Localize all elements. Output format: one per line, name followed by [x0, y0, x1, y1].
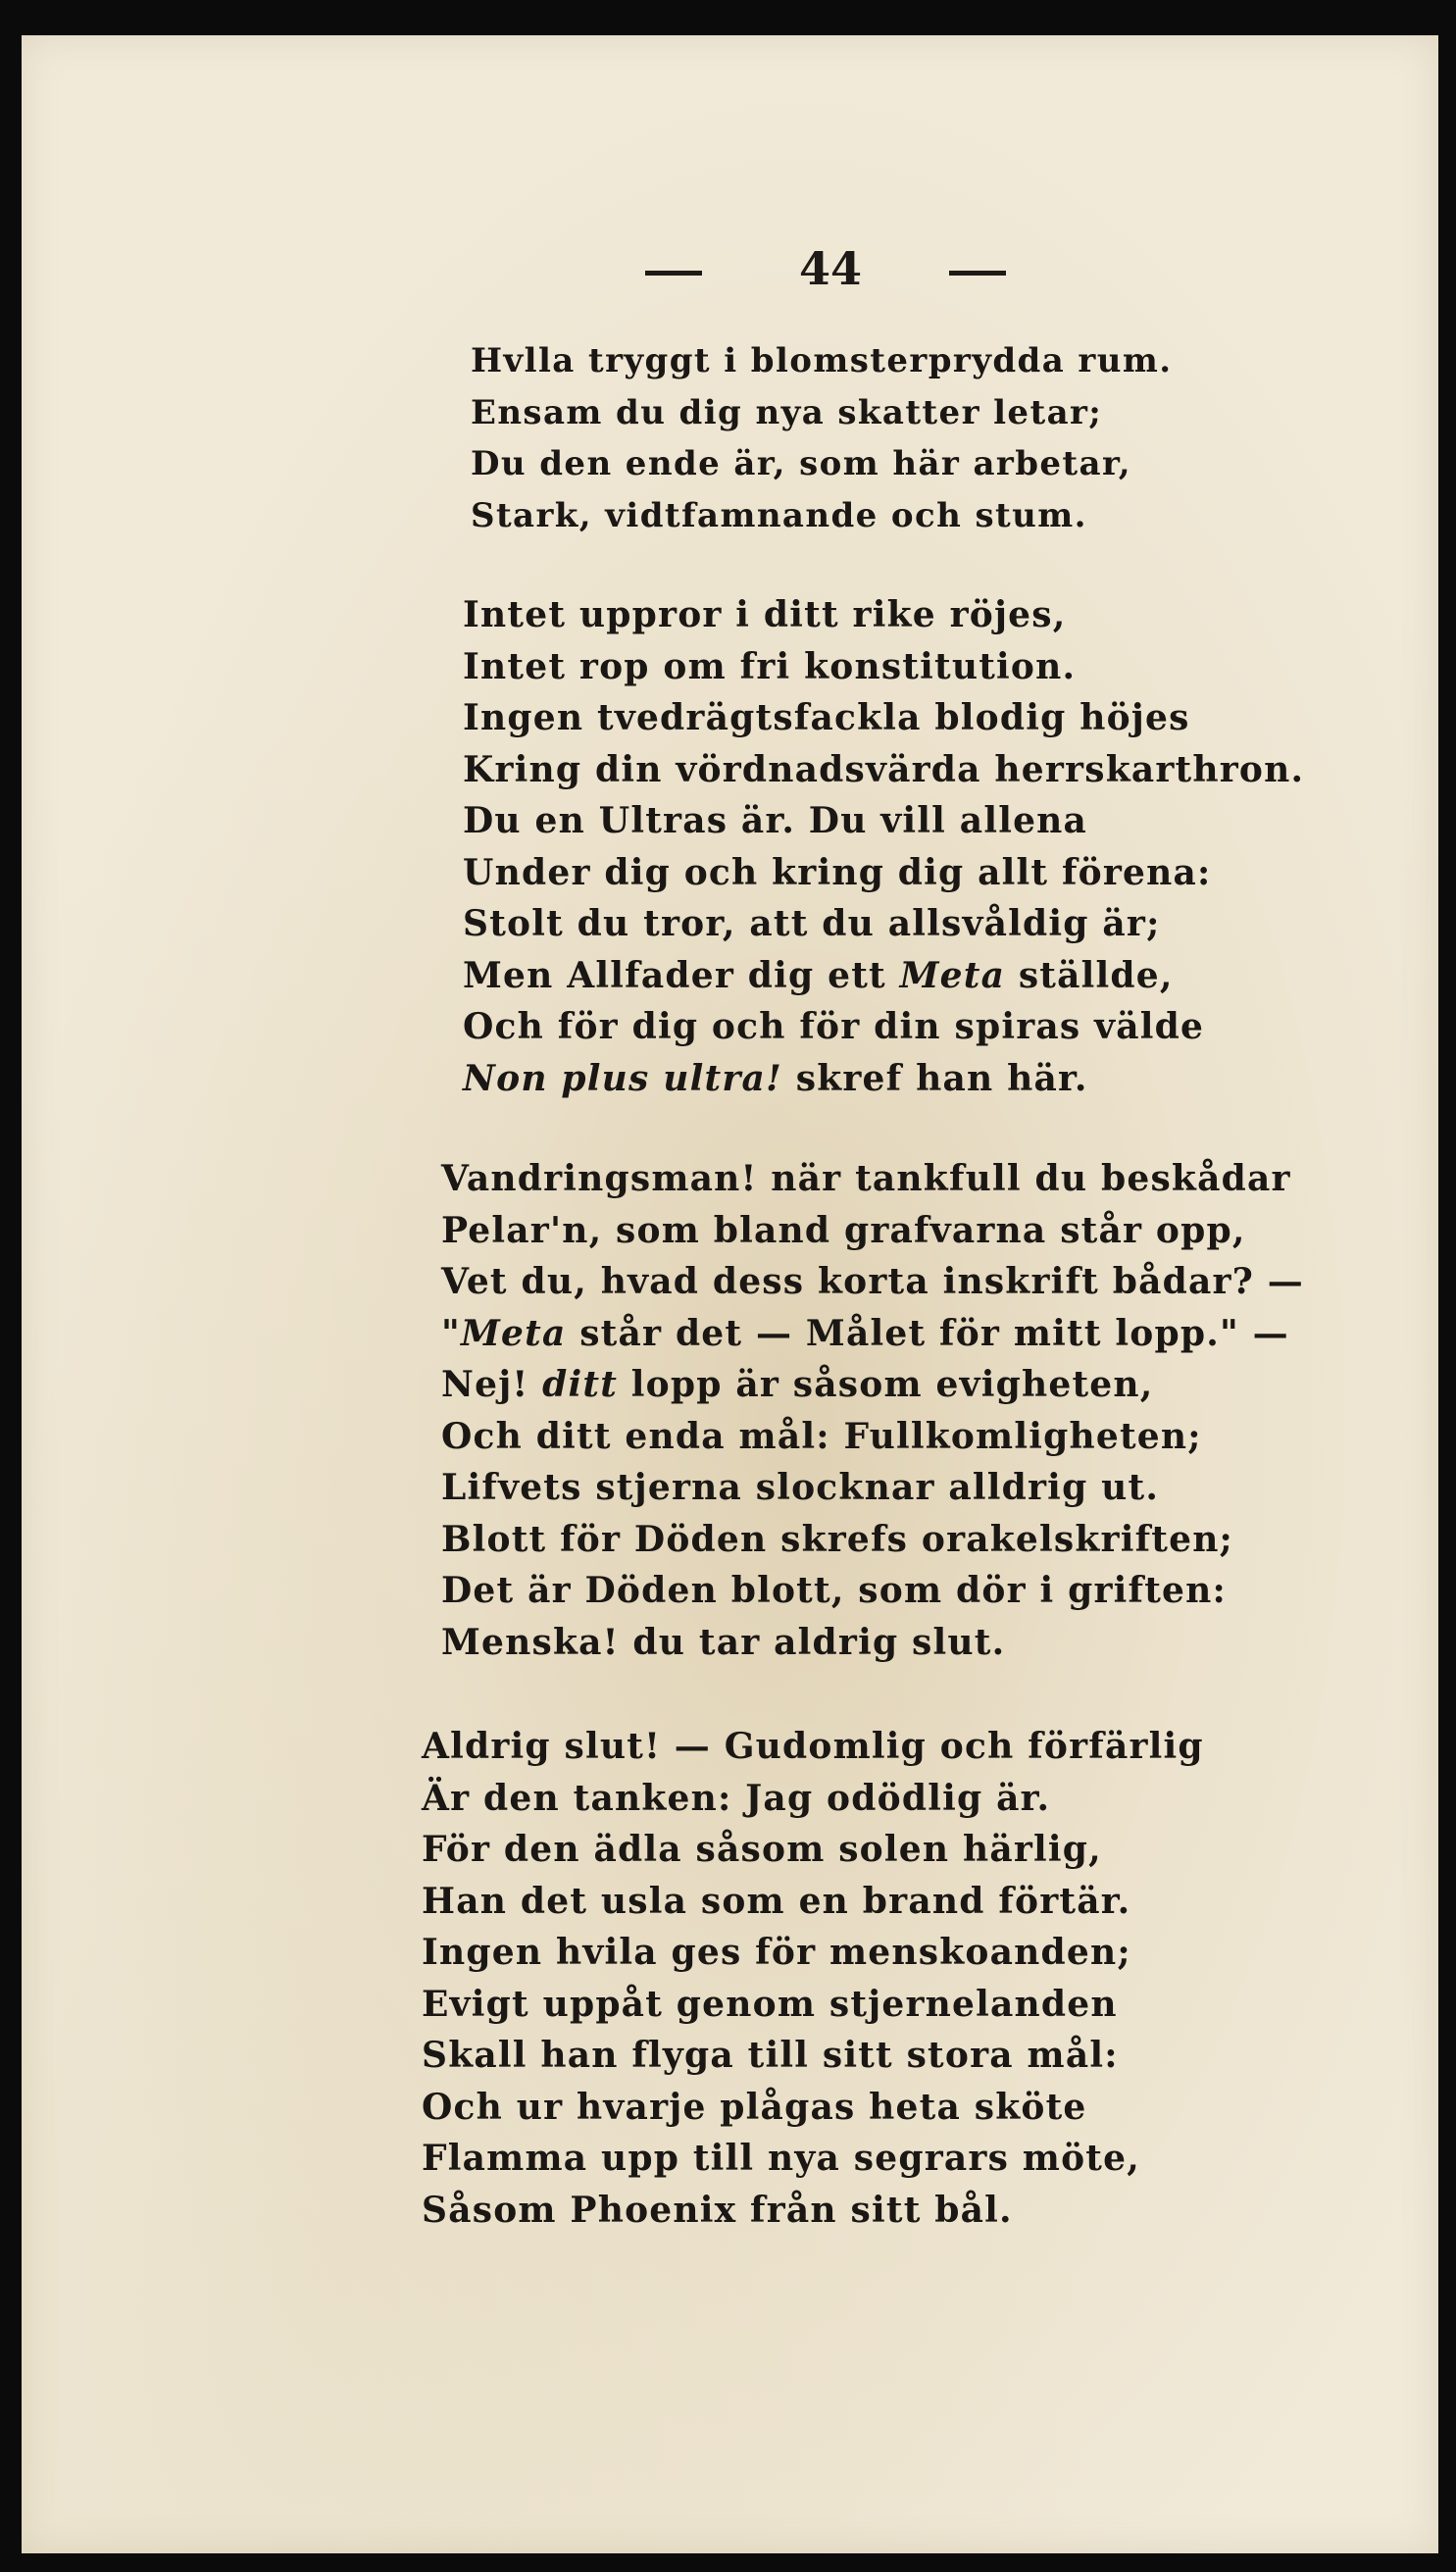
poem-line: Stark, vidtfamnande och stum.	[471, 495, 1087, 535]
header-dash-right	[949, 271, 1006, 276]
poem-line: Vandringsman! när tankfull du beskådar	[441, 1158, 1291, 1199]
poem-line: För den ädla såsom solen härlig,	[422, 1829, 1102, 1870]
poem-line: Hvlla tryggt i blomsterprydda rum.	[471, 341, 1173, 380]
poem-line: Stolt du tror, att du allsvåldig är;	[463, 903, 1161, 944]
stanza-3	[441, 1153, 1304, 1668]
poem-line: Och för dig och för din spiras välde	[463, 1006, 1205, 1047]
poem-line: Såsom Phoenix från sitt bål.	[422, 2189, 1013, 2231]
page-header	[22, 239, 1438, 298]
poem-line: Vet du, hvad dess korta inskrift bådar? —	[441, 1261, 1304, 1302]
poem-line: Nej! ditt lopp är såsom evigheten,	[441, 1364, 1154, 1405]
poem-line: Är den tanken: Jag odödlig är.	[422, 1777, 1051, 1819]
poem-line: Ingen hvila ges för menskoanden;	[422, 1932, 1131, 1973]
poem-line: Intet rop om fri konstitution.	[463, 645, 1077, 687]
poem-line: Han det usla som en brand förtär.	[422, 1880, 1131, 1922]
stanza-1	[471, 335, 1172, 541]
poem-line: Evigt uppåt genom stjernelanden	[422, 1983, 1118, 2025]
poem-line: Men Allfader dig ett Meta ställde,	[463, 954, 1174, 996]
poem-line: Flamma upp till nya segrars möte,	[422, 2138, 1140, 2179]
poem-line: Du den ende är, som här arbetar,	[471, 444, 1132, 483]
page-number: 44	[798, 242, 862, 295]
poem-line: Och ur hvarje plågas heta sköte	[422, 2086, 1087, 2128]
poem-line: Och ditt enda mål: Fullkomligheten;	[441, 1415, 1202, 1457]
poem-line: Ensam du dig nya skatter letar;	[471, 392, 1103, 432]
poem-line: Ingen tvedrägtsfackla blodig höjes	[463, 697, 1190, 738]
poem-line: Pelar'n, som bland grafvarna står opp,	[441, 1209, 1246, 1251]
book-page	[22, 35, 1438, 2553]
poem-line: Kring din vördnadsvärda herrskarthron.	[463, 748, 1305, 790]
poem-line: "Meta står det — Målet för mitt lopp." —	[441, 1312, 1289, 1354]
poem-line: Non plus ultra! skref han här.	[463, 1057, 1088, 1099]
poem-line: Du en Ultras är. Du vill allena	[463, 800, 1088, 841]
poem-line: Aldrig slut! — Gudomlig och förfärlig	[422, 1726, 1204, 1767]
poem-line: Det är Döden blott, som dör i griften:	[441, 1570, 1228, 1611]
poem-line: Menska! du tar aldrig slut.	[441, 1621, 1006, 1663]
poem-line: Intet uppror i ditt rike röjes,	[463, 594, 1067, 635]
poem-line: Skall han flyga till sitt stora mål:	[422, 2035, 1119, 2076]
poem-line: Under dig och kring dig allt förena:	[463, 851, 1212, 893]
poem-line: Blott för Döden skrefs orakelskriften;	[441, 1518, 1234, 1560]
header-dash-left	[645, 271, 702, 276]
stanza-2	[463, 589, 1304, 1104]
stanza-4	[422, 1721, 1204, 2236]
poem-line: Lifvets stjerna slocknar alldrig ut.	[441, 1467, 1160, 1508]
